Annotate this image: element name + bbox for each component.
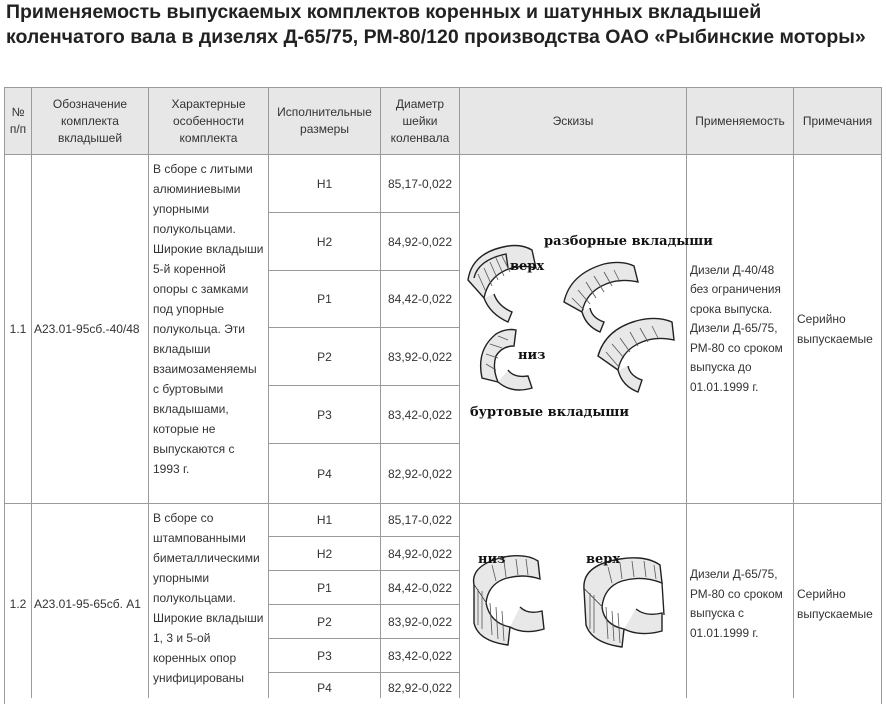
row-2-features: В сборе со штампованными биметаллическими упорными полукольцами. Широкие вкладыши 1, 3 и 5-ой коренных опор унифицированы <box>149 504 268 698</box>
header-applicability: Применяемость <box>687 88 793 154</box>
row-2-applicability: Дизели Д-65/75, РМ-80 со сроком выпуска с 01.01.1999 г. <box>687 504 793 704</box>
header-exec-sizes: Исполнительные размеры <box>269 88 380 154</box>
row-1-designation: А23.01-95сб.-40/48 <box>32 155 148 503</box>
header-sketches: Эскизы <box>460 88 686 154</box>
row-1-diameter-p1: 84,42-0,022 <box>381 271 459 327</box>
row-1-num: 1.1 <box>5 155 31 503</box>
header-designation: Обозначение комплекта вкладышей <box>32 88 148 154</box>
sketch-label-verkh: верх <box>510 259 544 274</box>
row-2-designation: А23.01-95-65сб. А1 <box>32 504 148 704</box>
row-2-diameter-h2: 84,92-0,022 <box>381 537 459 570</box>
sketch-label-burtovye: буртовые вкладыши <box>470 405 629 420</box>
row-2-diameter-h1: 85,17-0,022 <box>381 504 459 536</box>
sketch-label-niz: низ <box>518 348 545 363</box>
row-1-notes: Серийно выпускаемые <box>794 155 881 503</box>
row-2-diameter-p4: 82,92-0,022 <box>381 673 459 698</box>
row-2-size-p4: Р4 <box>269 673 380 698</box>
row-1-size-h2: Н2 <box>269 213 380 270</box>
row-1-size-h1: Н1 <box>269 155 380 212</box>
row-1-size-p4: Р4 <box>269 444 380 503</box>
header-num: № п/п <box>5 88 31 154</box>
row-1-applicability: Дизели Д-40/48 без ограничения срока выпуска. Дизели Д-65/75, РМ-80 со сроком выпуска до 01.01.1999 г. <box>687 155 793 503</box>
row-2-diameter-p3: 83,42-0,022 <box>381 639 459 672</box>
sketch2-label-niz: низ <box>478 552 505 567</box>
header-notes: Примечания <box>794 88 881 154</box>
row-2-size-p1: Р1 <box>269 571 380 604</box>
row-2-notes: Серийно выпускаемые <box>794 504 881 704</box>
sketch2-label-verkh: верх <box>586 552 620 567</box>
row-1-diameter-p2: 83,92-0,022 <box>381 328 459 385</box>
row-1-diameter-h2: 84,92-0,022 <box>381 213 459 270</box>
row-2-diameter-p1: 84,42-0,022 <box>381 571 459 604</box>
header-features: Характерные особенности комплекта <box>149 88 268 154</box>
row-2-num: 1.2 <box>5 504 31 704</box>
bearing-sketch-image <box>462 228 684 422</box>
row-1-size-p2: Р2 <box>269 328 380 385</box>
row-1-diameter-h1: 85,17-0,022 <box>381 155 459 212</box>
row-1-size-p3: Р3 <box>269 386 380 443</box>
row-1-diameter-p3: 83,42-0,022 <box>381 386 459 443</box>
sketch-label-razbornye: разборные вкладыши <box>544 234 713 249</box>
row-2-size-p2: Р2 <box>269 605 380 638</box>
row-1-size-p1: Р1 <box>269 271 380 327</box>
row-1-features: В сборе с литыми алюминиевыми упорными полукольцами. Широкие вкладыши 5-й коренной опоры с замками под упорные полукольца. Эти вкладыши взаимозаменяемы с буртовыми вкладышами, которые не выпускаются с 1993 г. <box>149 155 268 503</box>
row-2-size-h1: Н1 <box>269 504 380 536</box>
page-title: Применяемость выпускаемых комплектов коренных и шатунных вкладышей коленчатого вала в дизелях Д-65/75, РМ-80/120 производства ОАО «Рыбинские моторы» <box>6 0 880 50</box>
header-diameter: Диаметр шейки коленвала <box>381 88 459 154</box>
bearing-sketch-image-2 <box>464 545 682 655</box>
row-2-sketch <box>464 545 682 655</box>
row-2-size-h2: Н2 <box>269 537 380 570</box>
row-1-sketch <box>462 228 684 422</box>
row-1-diameter-p4: 82,92-0,022 <box>381 444 459 503</box>
row-2-size-p3: Р3 <box>269 639 380 672</box>
row-2-diameter-p2: 83,92-0,022 <box>381 605 459 638</box>
